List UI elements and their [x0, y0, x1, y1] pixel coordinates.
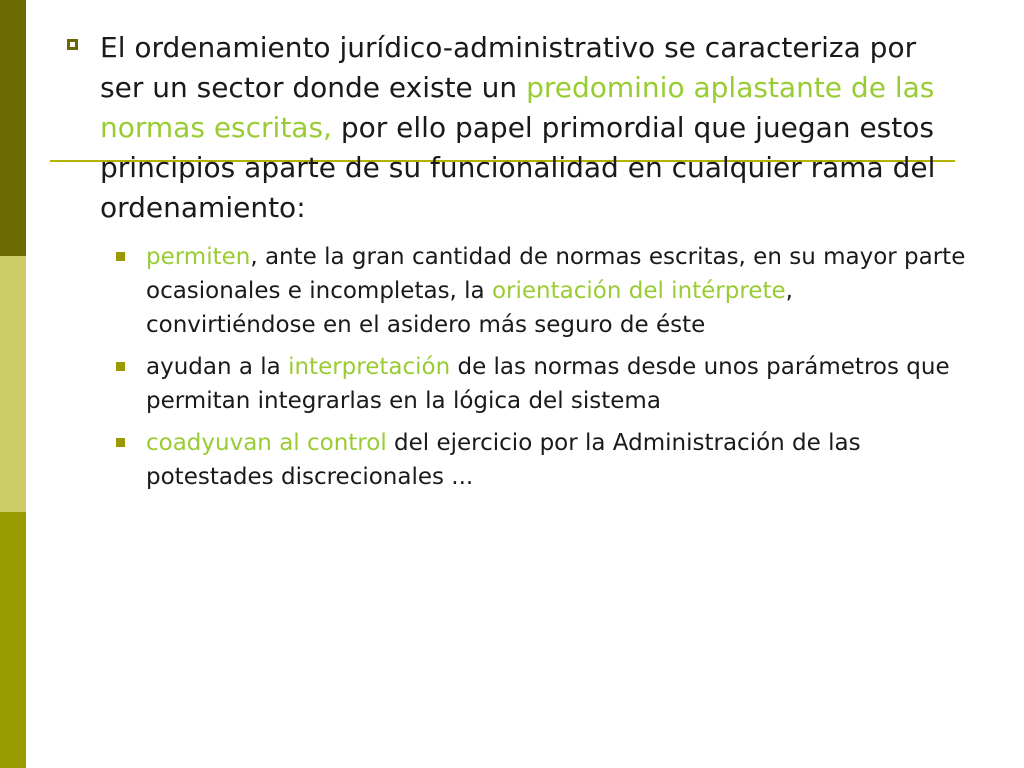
sub-item-highlight: orientación del intérprete — [491, 278, 786, 304]
sub-item-text: , ante la gran cantidad de normas escritas, en su mayor parte ocasionales e incompletas, la — [146, 244, 966, 304]
sub-item-highlight: coadyuvan al control — [146, 430, 387, 456]
sub-item-text: de las normas desde unos parámetros que permitan integrarlas en la lógica del sistema — [146, 354, 950, 414]
sub-bullet-item — [62, 350, 967, 418]
sub-item-text: , convirtiéndose en el asidero más seguro de éste — [146, 278, 793, 338]
main-bullet-point — [62, 28, 967, 228]
sub-item-highlight: interpretación — [288, 354, 451, 380]
side-bar-top — [0, 0, 26, 256]
sub-item-text: del ejercicio por la Administración de las potestades discrecionales ... — [146, 430, 861, 490]
square-bullet-icon — [116, 362, 125, 371]
sub-bullet-item — [62, 426, 967, 494]
main-point-highlight: predominio aplastante de las normas escritas, — [100, 71, 935, 144]
side-bar-bottom — [0, 512, 26, 768]
main-point-text-before: El ordenamiento jurídico-administrativo se caracteriza por ser un sector donde existe un — [100, 31, 917, 104]
sub-item-highlight: permiten — [146, 244, 251, 270]
slide-content — [62, 28, 967, 502]
square-bullet-icon — [116, 438, 125, 447]
side-bar-middle — [0, 256, 26, 512]
sub-item-text: ayudan a la — [146, 354, 289, 380]
hollow-square-bullet-icon — [67, 39, 78, 50]
square-bullet-icon — [116, 252, 125, 261]
main-point-text-after: por ello papel primordial que juegan estos principios aparte de su funcionalidad en cualquier rama del ordenamiento: — [100, 111, 936, 224]
sub-bullet-item — [62, 240, 967, 342]
sub-bullet-list — [62, 240, 967, 494]
